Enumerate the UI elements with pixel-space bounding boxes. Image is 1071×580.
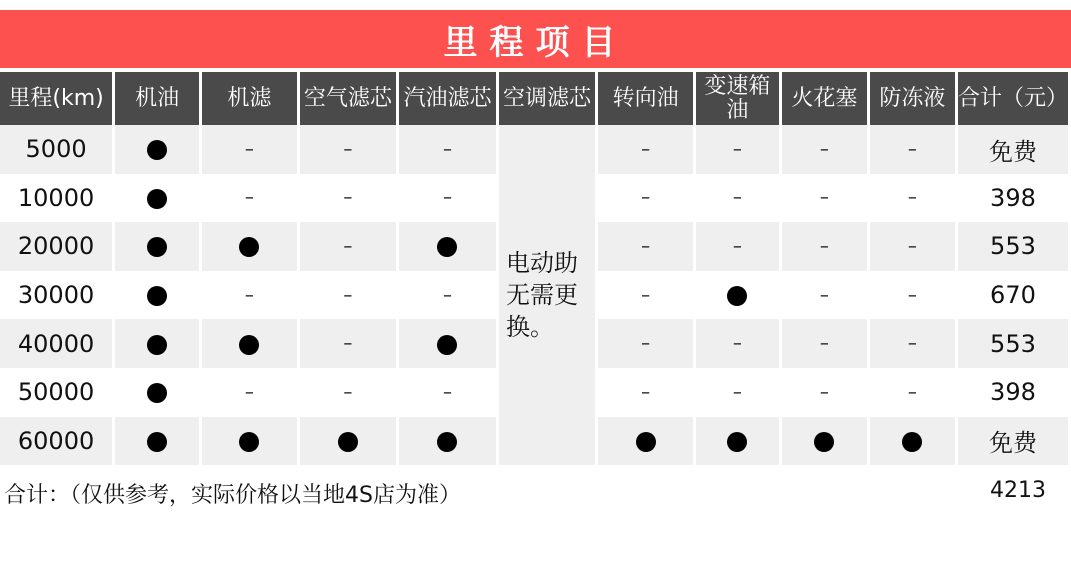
- cell-coolant: [870, 417, 955, 466]
- cell-fuel-filter: [399, 319, 496, 368]
- dot-marker: [814, 432, 834, 452]
- cell-transmission-oil: –: [696, 125, 779, 174]
- header-mileage: 里程(km): [0, 72, 112, 125]
- cell-total: 553: [958, 222, 1068, 271]
- dot-marker: [147, 432, 167, 452]
- cell-transmission-oil: –: [696, 319, 779, 368]
- cell-spark-plug: –: [782, 222, 867, 271]
- dot-marker: [727, 432, 747, 452]
- dot-marker: [902, 432, 922, 452]
- cell-spark-plug: –: [782, 368, 867, 417]
- header-total: 合计（元）: [958, 72, 1068, 125]
- cell-ac-filter-merged: [499, 125, 596, 465]
- cell-oil-filter: [202, 417, 296, 466]
- dot-marker: [147, 286, 167, 306]
- cell-total: 553: [958, 319, 1068, 368]
- cell-air-filter: –: [300, 368, 397, 417]
- footer: [0, 478, 1071, 508]
- cell-mileage: 20000: [0, 222, 112, 271]
- dot-marker: [239, 335, 259, 355]
- cell-transmission-oil: –: [696, 368, 779, 417]
- cell-transmission-oil: –: [696, 174, 779, 223]
- header-row: [0, 72, 1068, 125]
- cell-air-filter: [300, 417, 397, 466]
- cell-spark-plug: –: [782, 125, 867, 174]
- header-spark-plug: 火花塞: [782, 72, 867, 125]
- cell-coolant: –: [870, 271, 955, 320]
- cell-air-filter: –: [300, 222, 397, 271]
- cell-oil-filter: –: [202, 125, 296, 174]
- cell-engine-oil: [115, 222, 199, 271]
- dot-marker: [239, 432, 259, 452]
- cell-transmission-oil: [696, 417, 779, 466]
- dot-marker: [636, 432, 656, 452]
- cell-mileage: 5000: [0, 125, 112, 174]
- header-transmission-oil: 变速箱油: [696, 72, 779, 125]
- dot-marker: [147, 237, 167, 257]
- header-air-filter: 空气滤芯: [300, 72, 397, 125]
- maintenance-table: [0, 72, 1071, 465]
- cell-mileage: 10000: [0, 174, 112, 223]
- cell-oil-filter: –: [202, 174, 296, 223]
- cell-engine-oil: [115, 368, 199, 417]
- cell-total: 免费: [958, 125, 1068, 174]
- dot-marker: [727, 286, 747, 306]
- cell-spark-plug: –: [782, 174, 867, 223]
- dot-marker: [147, 140, 167, 160]
- dot-marker: [147, 383, 167, 403]
- cell-fuel-filter: [399, 417, 496, 466]
- cell-spark-plug: –: [782, 271, 867, 320]
- cell-fuel-filter: –: [399, 174, 496, 223]
- cell-transmission-oil: –: [696, 222, 779, 271]
- cell-oil-filter: –: [202, 368, 296, 417]
- cell-mileage: 50000: [0, 368, 112, 417]
- header-fuel-filter: 汽油滤芯: [399, 72, 496, 125]
- cell-air-filter: –: [300, 125, 397, 174]
- header-steering-oil: 转向油: [598, 72, 693, 125]
- dot-marker: [338, 432, 358, 452]
- cell-transmission-oil: [696, 271, 779, 320]
- cell-total: 398: [958, 174, 1068, 223]
- footer-note: 合计：（仅供参考，实际价格以当地4S店为准）: [4, 483, 461, 508]
- cell-spark-plug: [782, 417, 867, 466]
- cell-total: 398: [958, 368, 1068, 417]
- cell-engine-oil: [115, 417, 199, 466]
- cell-air-filter: –: [300, 271, 397, 320]
- cell-coolant: –: [870, 174, 955, 223]
- cell-coolant: –: [870, 368, 955, 417]
- footer-total: 4213: [990, 478, 1046, 503]
- cell-steering-oil: –: [598, 222, 693, 271]
- cell-engine-oil: [115, 125, 199, 174]
- header-coolant: 防冻液: [870, 72, 955, 125]
- dot-marker: [437, 432, 457, 452]
- table-title: 里程项目: [0, 10, 1071, 68]
- header-ac-filter: 空调滤芯: [499, 72, 596, 125]
- cell-coolant: –: [870, 319, 955, 368]
- cell-mileage: 40000: [0, 319, 112, 368]
- cell-oil-filter: [202, 222, 296, 271]
- cell-steering-oil: –: [598, 271, 693, 320]
- cell-air-filter: –: [300, 319, 397, 368]
- merged-note: 电动助无需更换。: [506, 249, 579, 342]
- dot-marker: [147, 189, 167, 209]
- dot-marker: [239, 237, 259, 257]
- table-row: [0, 125, 1068, 174]
- cell-mileage: 30000: [0, 271, 112, 320]
- dot-marker: [437, 335, 457, 355]
- cell-oil-filter: –: [202, 271, 296, 320]
- dot-marker: [437, 237, 457, 257]
- cell-steering-oil: –: [598, 319, 693, 368]
- cell-fuel-filter: –: [399, 368, 496, 417]
- cell-oil-filter: [202, 319, 296, 368]
- cell-steering-oil: –: [598, 368, 693, 417]
- cell-steering-oil: –: [598, 125, 693, 174]
- cell-fuel-filter: –: [399, 125, 496, 174]
- cell-steering-oil: [598, 417, 693, 466]
- header-oil-filter: 机滤: [202, 72, 296, 125]
- cell-total: 免费: [958, 417, 1068, 466]
- header-engine-oil: 机油: [115, 72, 199, 125]
- cell-engine-oil: [115, 319, 199, 368]
- cell-engine-oil: [115, 174, 199, 223]
- cell-coolant: –: [870, 125, 955, 174]
- cell-mileage: 60000: [0, 417, 112, 466]
- table-body: [0, 125, 1068, 465]
- dot-marker: [147, 335, 167, 355]
- cell-spark-plug: –: [782, 319, 867, 368]
- cell-steering-oil: –: [598, 174, 693, 223]
- cell-fuel-filter: –: [399, 271, 496, 320]
- cell-air-filter: –: [300, 174, 397, 223]
- cell-fuel-filter: [399, 222, 496, 271]
- cell-engine-oil: [115, 271, 199, 320]
- cell-total: 670: [958, 271, 1068, 320]
- cell-coolant: –: [870, 222, 955, 271]
